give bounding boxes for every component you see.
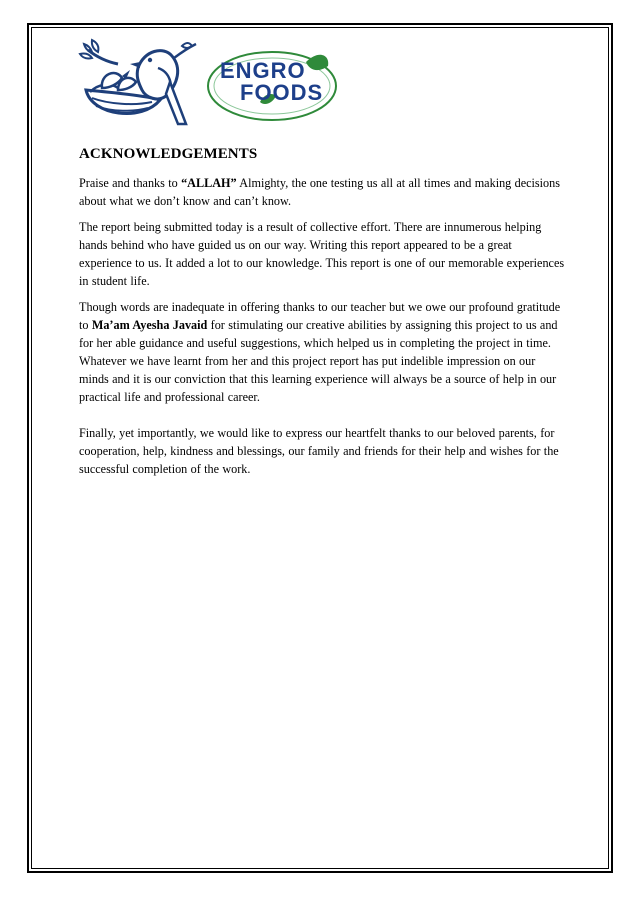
document-body	[79, 146, 565, 486]
brand-line-1: ENGRO	[220, 58, 306, 83]
page-title: ACKNOWLEDGEMENTS	[79, 146, 258, 162]
paragraph-3	[79, 298, 565, 406]
paragraph-3-text-a: Though words are inadequate in offering thanks to our teacher but we owe our profound gratitude to	[79, 300, 561, 332]
header-logos	[78, 38, 348, 128]
paragraph-1	[79, 174, 565, 210]
paragraph-3-bold: Ma’am Ayesha Javaid	[91, 318, 208, 332]
paragraph-2: The report being submitted today is a result of collective effort. There are innumerous helping hands behind who have guided us on our way. Writing this report appeared to be a great experience to us. It added a lot to our knowledge. This report is one of our memorable experiences in student life.	[79, 220, 565, 288]
paragraph-1-text-b: Almighty, the one testing us all at all times and making decisions about what we don’t know and can’t know.	[79, 176, 560, 208]
bird-nest-icon	[78, 38, 198, 128]
paragraph-1-text-a: Praise and thanks to	[79, 176, 182, 190]
brand-line-2: FOODS	[240, 80, 324, 105]
paragraph-1-bold: “ALLAH”	[181, 176, 237, 190]
paragraph-4: Finally, yet importantly, we would like to express our heartfelt thanks to our beloved parents, for cooperation, help, kindness and blessings, our family and friends for their help and wishes for the successful completion of the work.	[79, 426, 559, 476]
paragraph-3-text-b: for stimulating our creative abilities by assigning this project to us and for her able guidance and useful suggestions, which helped us in completing the project in time. Whatever we have learnt from her and this project report has put indelible impression on our minds and it is our conviction that this learning experience will always be a source of help in our practical life and professional career.	[79, 318, 558, 404]
